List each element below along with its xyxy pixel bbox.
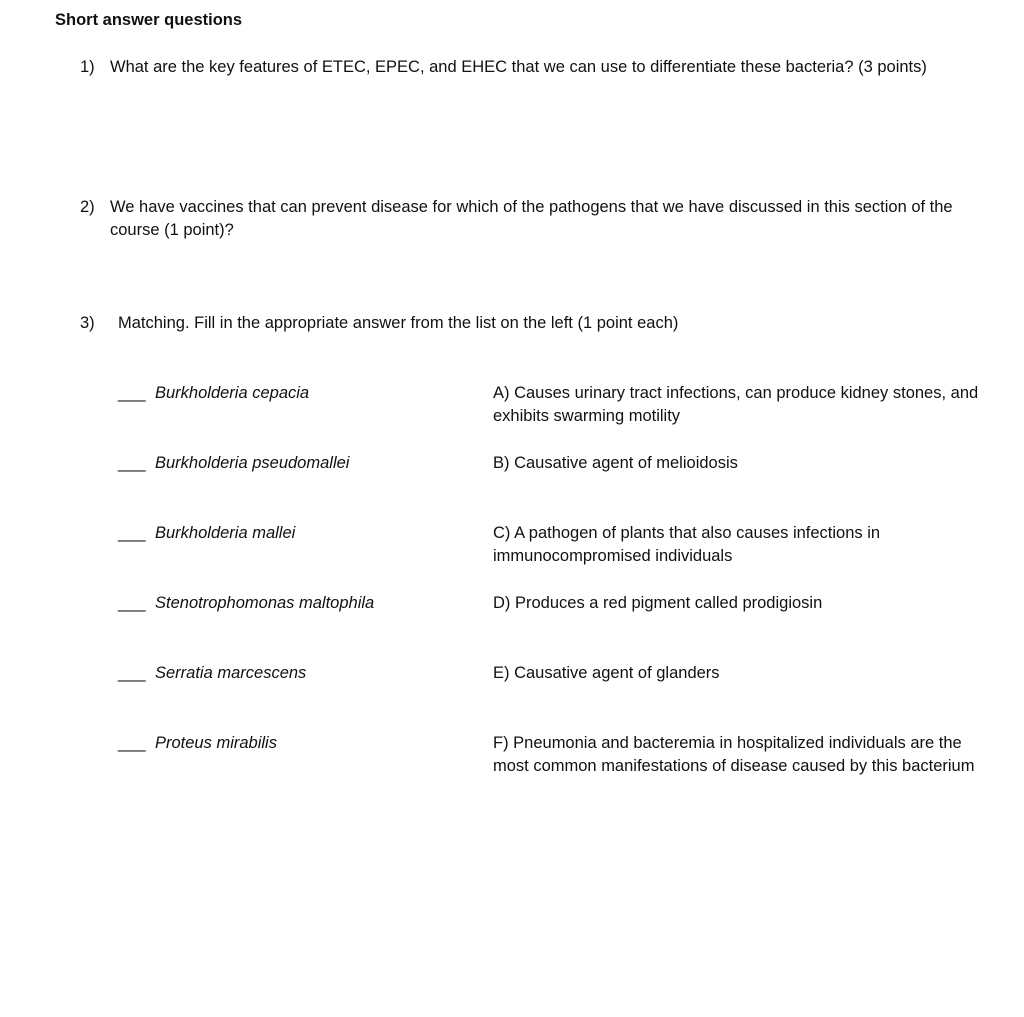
answer-blank[interactable]: ___ [118, 524, 146, 542]
matching-term: Serratia marcescens [155, 664, 307, 682]
answer-blank[interactable]: ___ [118, 594, 146, 612]
question-text: Matching. Fill in the appropriate answer from the list on the left (1 point each) [118, 314, 679, 332]
question-number: 2) [80, 198, 95, 216]
question-text: What are the key features of ETEC, EPEC, and EHEC that we can use to differentiate these bacteria? (3 points) [110, 58, 927, 76]
answer-blank[interactable]: ___ [118, 734, 146, 752]
matching-description: E) Causative agent of glanders [493, 664, 720, 682]
matching-description: C) A pathogen of plants that also causes infections in immunocompromised individuals [493, 524, 881, 565]
matching-term: Proteus mirabilis [155, 734, 277, 752]
matching-term: Stenotrophomonas maltophila [155, 594, 375, 612]
question-number: 1) [80, 58, 95, 76]
matching-term: Burkholderia pseudomallei [155, 454, 350, 472]
question-text: We have vaccines that can prevent disease for which of the pathogens that we have discussed in this section of the course (1 point)? [110, 198, 953, 239]
matching-term: Burkholderia cepacia [155, 384, 310, 402]
question-number: 3) [80, 314, 95, 332]
matching-term: Burkholderia mallei [155, 524, 296, 542]
matching-description: A) Causes urinary tract infections, can produce kidney stones, and exhibits swarming motility [493, 384, 979, 425]
matching-description: F) Pneumonia and bacteremia in hospitalized individuals are the most common manifestations of disease caused by this bacterium [493, 734, 975, 775]
answer-blank[interactable]: ___ [118, 664, 146, 682]
answer-blank[interactable]: ___ [118, 454, 146, 472]
section-heading: Short answer questions [55, 11, 243, 29]
matching-description: D) Produces a red pigment called prodigiosin [493, 594, 823, 612]
matching-description: B) Causative agent of melioidosis [493, 454, 738, 472]
answer-blank[interactable]: ___ [118, 384, 146, 402]
